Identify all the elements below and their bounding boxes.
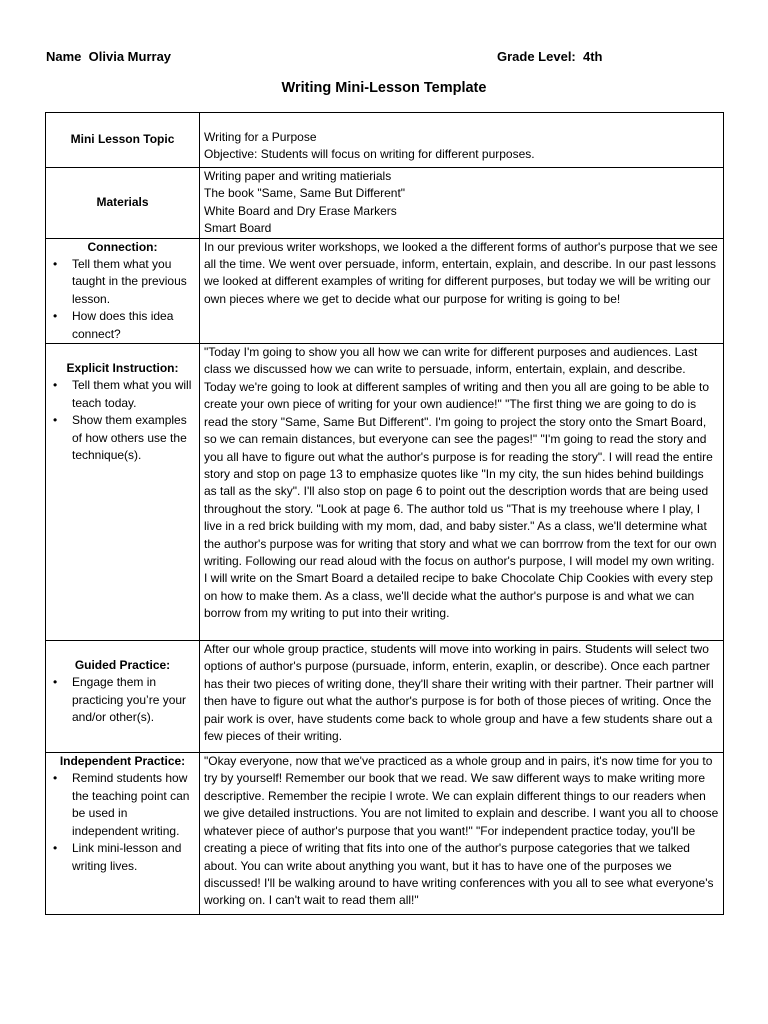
topic-line: Objective: Students will focus on writing for different purposes. — [204, 147, 535, 162]
connection-row — [46, 238, 724, 343]
materials-label: Materials — [96, 195, 149, 210]
name-label: Name — [46, 49, 82, 64]
grade-label: Grade Level: — [497, 49, 576, 64]
guidance-item: • Tell them what you will teach today. — [72, 377, 195, 412]
connection-guidance-list — [50, 256, 195, 343]
guidance-item: • Tell them what you taught in the previous lesson. — [72, 256, 195, 308]
guidance-item: • Show them examples of how others use the technique(s). — [72, 412, 195, 464]
topic-label-cell — [46, 113, 200, 168]
topic-row — [46, 113, 724, 168]
materials-row — [46, 168, 724, 239]
explicit-guidance-list — [50, 377, 195, 464]
independent-content — [200, 753, 724, 915]
topic-content — [200, 113, 724, 168]
explicit-label-cell — [46, 344, 200, 641]
independent-label: Independent Practice: — [59, 754, 186, 769]
materials-line: Writing paper and writing matierials — [204, 169, 392, 183]
topic-label: Mini Lesson Topic — [70, 132, 175, 147]
explicit-instruction-row — [46, 344, 724, 641]
grade-value: 4th — [583, 49, 603, 64]
guided-text: After our whole group practice, students will move into working in pairs. Students will select two options of author's purpose (pursuade, inform, enterin, exaplin, or describe). Once each partner has their two pieces of writing done, they'll share their writing with their partner. Their partner will then have to figure out what the author's purpose is for both of those pieces of writing. Once the pair work is over, have students come back to whole group and have a few students share out a few pieces of their writing. — [204, 642, 714, 744]
guided-label-cell — [46, 641, 200, 753]
student-name-field — [46, 49, 171, 64]
connection-content — [200, 238, 724, 343]
explicit-text: "Today I'm going to show you all how we can write for different purposes and audiences. Last class we discussed how we can write to persuade, inform, entertain, explain, and describe. Today we're going to look at different samples of writing and then you all are going to be able to create your own piece of writing for your own audience!" "The first thing we are going to do is read the story "Same, Same But Different". I'm going to project the story onto the Smart Board, so we can remain distances, but everyone can see the pages!" "I'm going to read the story and you all have to figure out what the author's purpose is for reading the story". I will read the entire story and stop on page 13 to emphasize quotes like "In my city, the sun hides behind buildings as tall as the sky". I'll also stop on page 6 to point out the description words that are being used throughout the story. "Look at page 6. The author told us "That is my treehouse where I play, I live in a red brick building with my mom, dad, and baby sister." As a class, we'll determine what the author's purpose was for writing that story and what we can borrrow from the text for our own writing. Following our read aloud with the focus on author's purpose, I will model my own writing. I will write on the Smart Board a detailed recipe to bake Chocolate Chip Cookies with every step on how to make them. As a class, we'll decide what the author's purpose is and what we can borrow from my writing to put into their writing. — [204, 345, 717, 621]
explicit-content — [200, 344, 724, 641]
lesson-table — [45, 112, 724, 915]
page-title: Writing Mini-Lesson Template — [281, 80, 487, 96]
topic-line: Writing for a Purpose — [204, 130, 317, 144]
independent-guidance-list — [50, 770, 195, 874]
materials-label-cell — [46, 168, 200, 239]
materials-line: Smart Board — [204, 221, 272, 236]
independent-text: "Okay everyone, now that we've practiced as a whole group and in pairs, it's now time for you to try by yourself! Remember our book that we read. We saw different ways to make writing more descriptive. Remember the recipie I wrote. We can explain different things to our readers when we give detailed instructions. You are not limited to explain and describe. I want you all to choose whatever piece of author's purpose that you want!" "For independent practice today, you'll be creating a piece of writing that fits into one of the author's purpose categories that we talked about. You can write about anything you want, but it has to have one of the purposes we discussed! I'll be walking around to have writing conferences with you all to see what everyone's working on. I can't wait to read them all!" — [204, 754, 719, 908]
materials-line: White Board and Dry Erase Markers — [204, 203, 397, 218]
connection-label: Connection: — [87, 239, 158, 254]
connection-text: In our previous writer workshops, we looked a the different forms of author's purpose that we see all the time. We went over persuade, inform, entertain, explain, and describe. In our past lessons we looked at different examples of writing for different purposes, but today we will be writing our own pieces where we get to decide what our purpose for writing is going to be! — [204, 239, 718, 306]
guided-content — [200, 641, 724, 753]
materials-line: The book "Same, Same But Different" — [204, 186, 406, 201]
materials-content — [200, 168, 724, 239]
guidance-item: • Engage them in practicing you’re your and/or other(s). — [72, 674, 195, 726]
guided-practice-row — [46, 641, 724, 753]
connection-label-cell — [46, 238, 200, 343]
name-value: Olivia Murray — [88, 49, 172, 64]
guided-label: Guided Practice: — [74, 658, 171, 673]
grade-level-field — [497, 49, 603, 64]
guidance-item: • Link mini-lesson and writing lives. — [72, 840, 195, 875]
independent-label-cell — [46, 753, 200, 915]
guidance-item: • How does this idea connect? — [72, 308, 195, 343]
guided-guidance-list — [50, 674, 195, 726]
explicit-label: Explicit Instruction: — [66, 361, 179, 376]
guidance-item: • Remind students how the teaching point can be used in independent writing. — [72, 770, 195, 840]
independent-practice-row — [46, 753, 724, 915]
